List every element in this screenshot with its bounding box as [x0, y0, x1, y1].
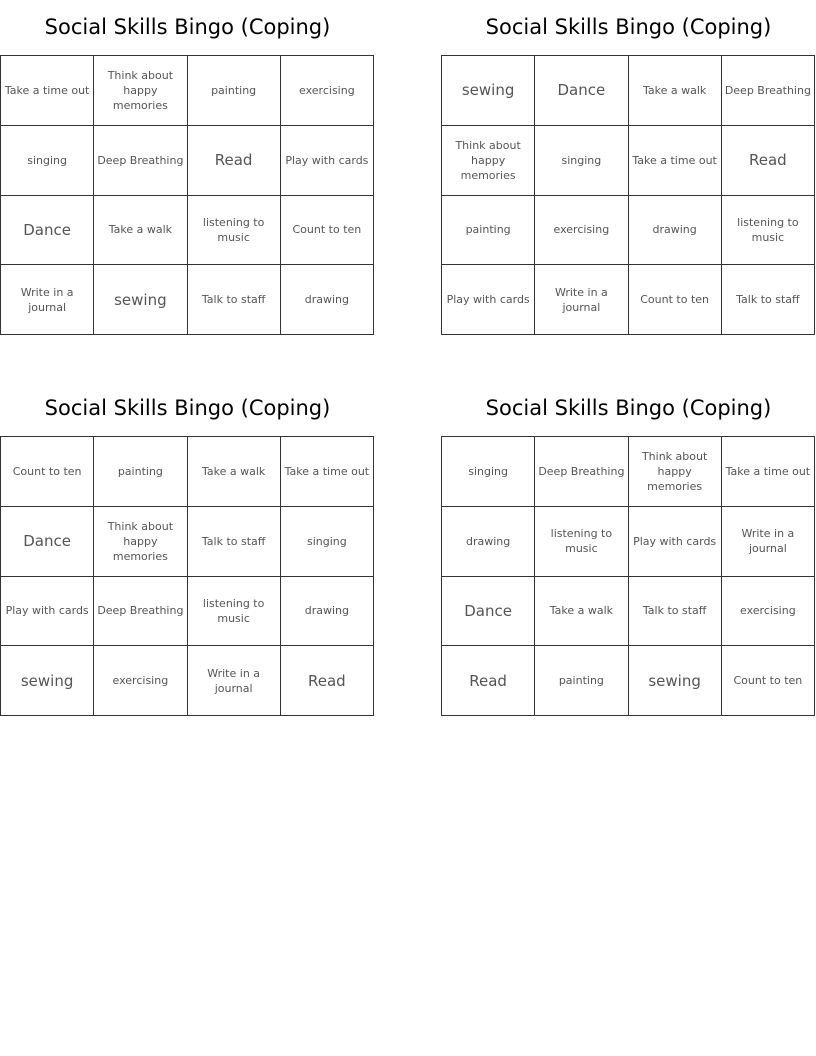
bingo-cell: Read — [442, 646, 535, 716]
bingo-cell: Talk to staff — [722, 265, 815, 335]
bingo-cell: Take a walk — [94, 196, 187, 266]
bingo-cell: Think about happy memories — [94, 507, 187, 577]
bingo-cell: painting — [535, 646, 628, 716]
bingo-grid — [0, 55, 374, 335]
bingo-card-1 — [0, 0, 375, 340]
bingo-cell: Count to ten — [1, 437, 94, 507]
card-title: Social Skills Bingo (Coping) — [44, 396, 331, 420]
card-title: Social Skills Bingo (Coping) — [44, 15, 331, 39]
bingo-cell: Talk to staff — [629, 577, 722, 647]
bingo-cell: drawing — [281, 577, 374, 647]
bingo-cell: Dance — [442, 577, 535, 647]
bingo-cell: Play with cards — [442, 265, 535, 335]
bingo-cell: singing — [442, 437, 535, 507]
bingo-cell: Take a time out — [281, 437, 374, 507]
bingo-cell: Write in a journal — [535, 265, 628, 335]
bingo-cell: Dance — [1, 196, 94, 266]
bingo-cell: singing — [535, 126, 628, 196]
bingo-cell: Dance — [1, 507, 94, 577]
bingo-cell: sewing — [629, 646, 722, 716]
bingo-card-4 — [441, 381, 816, 721]
bingo-card-3 — [0, 381, 375, 721]
bingo-cell: Take a walk — [188, 437, 281, 507]
bingo-cell: Take a time out — [722, 437, 815, 507]
bingo-cell: listening to music — [188, 196, 281, 266]
bingo-cell: singing — [281, 507, 374, 577]
bingo-cell: sewing — [442, 56, 535, 126]
bingo-cell: Count to ten — [722, 646, 815, 716]
bingo-cell: Read — [281, 646, 374, 716]
bingo-cell: Take a time out — [1, 56, 94, 126]
bingo-cell: Count to ten — [629, 265, 722, 335]
bingo-grid — [441, 55, 815, 335]
bingo-cell: Read — [188, 126, 281, 196]
bingo-cell: Play with cards — [629, 507, 722, 577]
bingo-cell: Deep Breathing — [94, 577, 187, 647]
bingo-cell: painting — [188, 56, 281, 126]
bingo-grid — [0, 436, 374, 716]
bingo-cell: exercising — [722, 577, 815, 647]
bingo-cell: listening to music — [535, 507, 628, 577]
bingo-cell: Deep Breathing — [94, 126, 187, 196]
bingo-cell: drawing — [629, 196, 722, 266]
bingo-cell: painting — [442, 196, 535, 266]
bingo-cell: Talk to staff — [188, 507, 281, 577]
bingo-cell: Take a walk — [629, 56, 722, 126]
bingo-cell: Think about happy memories — [94, 56, 187, 126]
bingo-cell: listening to music — [722, 196, 815, 266]
bingo-cell: Play with cards — [1, 577, 94, 647]
bingo-cell: Count to ten — [281, 196, 374, 266]
bingo-cell: drawing — [281, 265, 374, 335]
card-title: Social Skills Bingo (Coping) — [485, 396, 772, 420]
bingo-cell: listening to music — [188, 577, 281, 647]
card-title: Social Skills Bingo (Coping) — [485, 15, 772, 39]
bingo-grid — [441, 436, 815, 716]
bingo-cell: painting — [94, 437, 187, 507]
bingo-cell: sewing — [1, 646, 94, 716]
bingo-cell: exercising — [281, 56, 374, 126]
bingo-cell: Write in a journal — [722, 507, 815, 577]
bingo-cell: sewing — [94, 265, 187, 335]
bingo-card-2 — [441, 0, 816, 340]
bingo-cell: Deep Breathing — [535, 437, 628, 507]
bingo-cell: Dance — [535, 56, 628, 126]
bingo-cell: Deep Breathing — [722, 56, 815, 126]
bingo-cell: Take a time out — [629, 126, 722, 196]
bingo-cell: Think about happy memories — [629, 437, 722, 507]
bingo-cell: singing — [1, 126, 94, 196]
bingo-cell: Play with cards — [281, 126, 374, 196]
bingo-cell: Write in a journal — [1, 265, 94, 335]
bingo-cell: Think about happy memories — [442, 126, 535, 196]
bingo-cell: Talk to staff — [188, 265, 281, 335]
bingo-cell: drawing — [442, 507, 535, 577]
bingo-cell: exercising — [535, 196, 628, 266]
bingo-cell: exercising — [94, 646, 187, 716]
bingo-cell: Write in a journal — [188, 646, 281, 716]
bingo-cell: Take a walk — [535, 577, 628, 647]
bingo-cell: Read — [722, 126, 815, 196]
